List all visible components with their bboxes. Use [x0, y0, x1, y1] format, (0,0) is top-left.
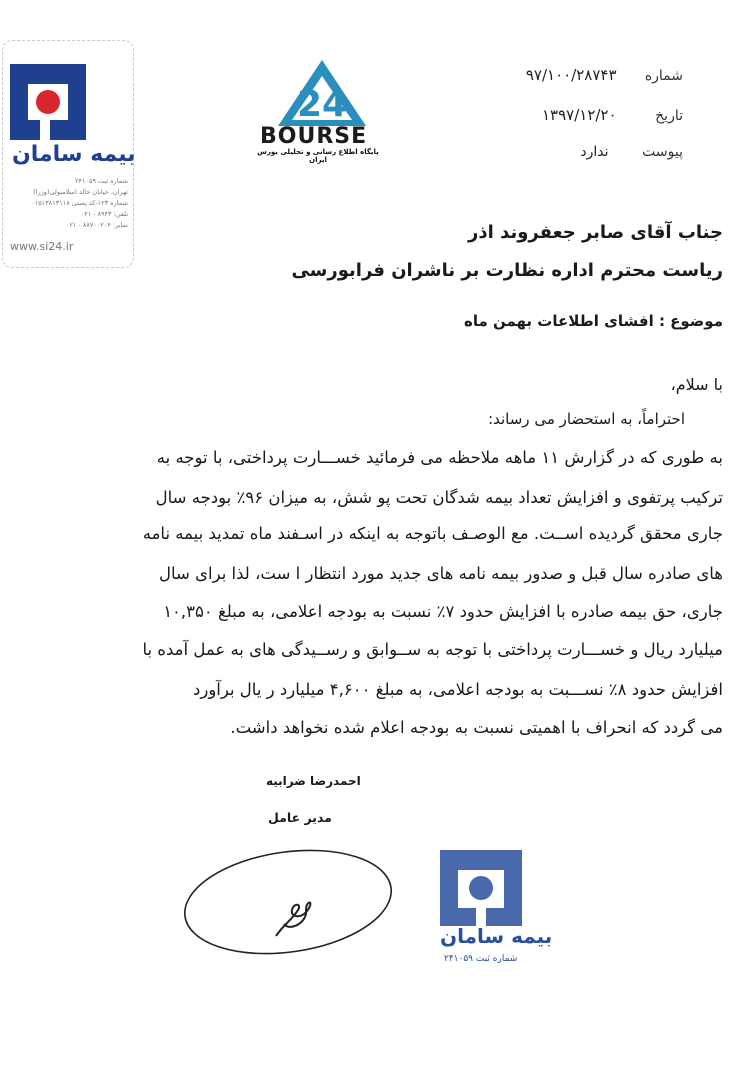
bourse-subtitle: پایگاه اطلاع رسانی و تحلیلی بورس ایران: [257, 148, 379, 164]
addressee-name: جناب آقای صابر جعفروند اذر: [468, 222, 723, 243]
body-line: ترکیب پرتفوی و افزایش تعداد بیمه شدگان تحت پو شش، به میزان ۹۶٪ بودجه سال: [155, 488, 723, 507]
body-line: جاری محقق گردیده اســت. مع الوصـف باتوجه به اینکه در اسـفند ماه تمدید بیمه نامه: [142, 524, 723, 543]
company-name: بیمه سامان: [12, 142, 136, 167]
letter-greeting: با سلام،: [670, 375, 723, 394]
letter-date-label: تاریخ: [655, 108, 683, 124]
letter-date-row: [542, 106, 683, 124]
letter-subject: موضوع : افشای اطلاعات بهمن ماه: [463, 312, 723, 330]
body-line: می گردد که انحراف با اهمیتی نسبت به بودجه اعلام شده نخواهد داشت.: [230, 718, 723, 737]
body-line: جاری، حق بیمه صادره با افزایش حدود ۷٪ نسبت به بودجه اعلامی، به مبلغ ۱۰,۳۵۰: [163, 602, 723, 621]
body-line: میلیارد ریال و خســـارت پرداختی با توجه به ســوابق و رســیدگی های به عمل آمده با: [142, 640, 723, 659]
company-phone: تلفن: ۸۹۴۳ - ۰۲۱: [80, 210, 128, 218]
svg-text:24: 24: [296, 84, 348, 125]
company-address: تهران، خیابان خالد اسلامبولی(وزرا): [33, 188, 128, 196]
company-fax: نمابر: ۸۸۷۰۰۲۰۴ - ۰۲۱: [65, 221, 128, 229]
letter-attachment-row: [580, 144, 683, 160]
saman-stamp-icon: [436, 846, 526, 936]
signatory-title: مدیر عامل: [268, 810, 332, 825]
letter-intro: احتراماً، به استحضار می رساند:: [488, 410, 685, 428]
signatory-name: احمدرضا ضرابیه: [266, 774, 361, 788]
stamp-company-name: بیمه سامان: [440, 924, 553, 948]
addressee-title: ریاست محترم اداره نظارت بر ناشران فرابورسی: [291, 260, 723, 281]
body-line: های صادره سال قبل و صدور بیمه نامه های جدید مورد انتظار ا ست، لذا برای سال: [159, 564, 723, 583]
bourse-logo-icon: [276, 58, 368, 128]
handwritten-signature: [180, 840, 400, 960]
company-postal: شماره ۱۲۳-کد پستی ۱۵۱۳۸۱۳۱۱۸: [34, 199, 128, 207]
company-website: www.si24.ir: [10, 240, 74, 253]
saman-logo-icon: [10, 64, 86, 140]
letter-number-label: شماره: [644, 68, 683, 84]
letter-attachment-label: پیوست: [642, 144, 683, 160]
letter-number-value: ۹۷/۱۰۰/۲۸۷۴۳: [525, 66, 617, 84]
body-line: به طوری که در گزارش ۱۱ ماهه ملاحظه می فرمائید خســـارت پرداختی، با توجه به: [156, 448, 723, 467]
letter-date-value: ۱۳۹۷/۱۲/۲۰: [541, 106, 617, 124]
letter-attachment-value: ندارد: [580, 144, 609, 160]
letter-number-row: [526, 66, 683, 84]
company-reg-number: شماره ثبت ۲۴۱۰۵۹: [75, 177, 128, 185]
body-line: افزایش حدود ۸٪ نســـبت به بودجه اعلامی، به مبلغ ۴,۶۰۰ میلیارد ر یال برآورد: [193, 680, 723, 699]
stamp-reg-number: شماره ثبت ۲۴۱۰۵۹: [444, 954, 518, 964]
company-contact-info: [10, 176, 128, 231]
bourse-wordmark: BOURSE: [260, 124, 368, 149]
